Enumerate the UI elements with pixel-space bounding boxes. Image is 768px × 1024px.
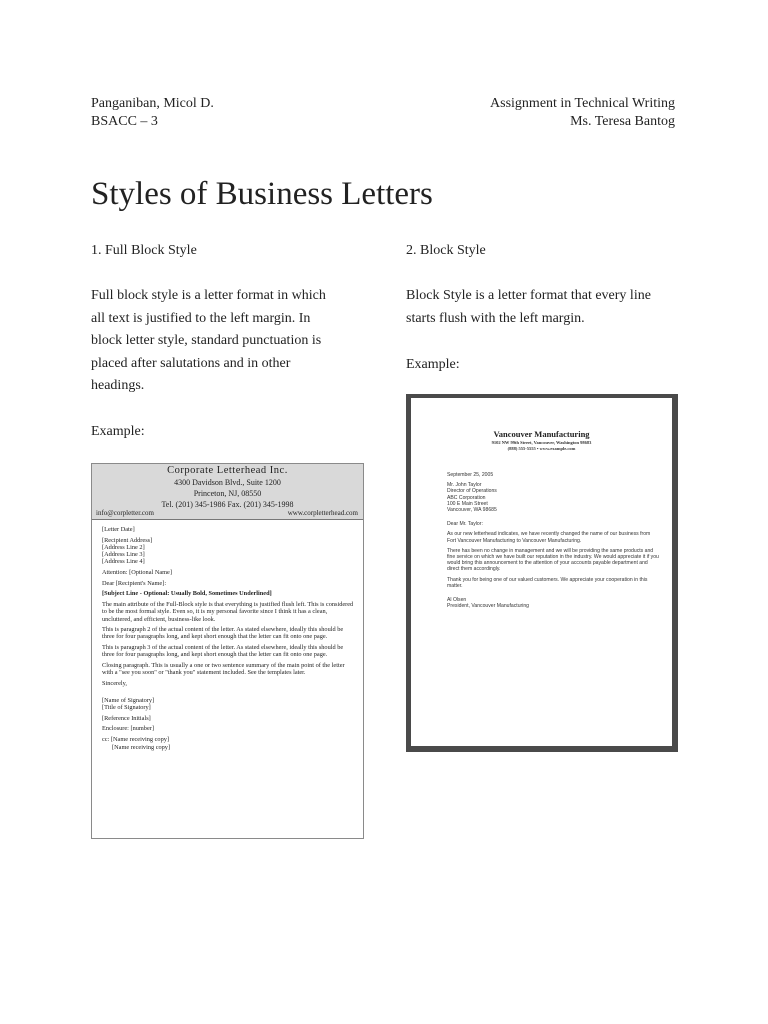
letter-paragraph: The main attribute of the Full-Block style is that everything is justified flush left. This is considered to be the most formal style. Even so, it is my personal favorite since I think it has a clean, uncluttered, and efficient, business-like look. <box>102 601 354 623</box>
letter-paragraph: Thank you for being one of our valued customers. We appreciate your cooperation in this matter. <box>447 576 648 589</box>
assignment-title: Assignment in Technical Writing <box>490 96 675 111</box>
full-block-heading: 1. Full Block Style <box>91 243 197 258</box>
closing: Sincerely, <box>102 679 127 687</box>
letter-date: September 25, 2005 <box>447 472 494 478</box>
letter-paragraph: This is paragraph 3 of the actual content of the letter. As stated elsewhere, ideally this should be three for four paragraphs long, and kept short enough that the letter can fit onto one page. <box>102 644 344 659</box>
letterhead-email: info@corpletter.com <box>96 509 154 517</box>
cc-line: [Name receiving copy] <box>112 744 171 752</box>
recipient-address: [Recipient Address] [Address Line 2] [Address Line 3] [Address Line 4] <box>102 536 153 566</box>
letter-paragraph: There has been no change in management and we will be providing the same products and fine service on which we have built our reputation in the industry. We would appreciate it if you would bring this announcement to the attention of your accounts payable department and direct them accordingly. <box>447 547 659 573</box>
letterhead-address2: Princeton, NJ, 08550 <box>193 489 262 498</box>
author-section: BSACC – 3 <box>91 114 158 129</box>
letter-date: [Letter Date] <box>102 526 135 533</box>
block-sample-letter <box>406 394 678 752</box>
signatory: [Name of Signatory] [Title of Signatory] <box>102 696 155 711</box>
letterhead-address: 9102 NW 99th Street, Vancouver, Washington 98683 (888) 555-5555 • www.example.com <box>491 440 592 451</box>
block-heading: 2. Block Style <box>406 243 486 258</box>
attention-line: Attention: [Optional Name] <box>102 569 172 577</box>
letterhead-address1: 4300 Davidson Blvd., Suite 1200 <box>174 478 281 487</box>
letter-body <box>102 526 357 755</box>
recipient-address: Mr. John Taylor Director of Operations ABC Corporation 100 E Main Street Vancouver, WA 98685 <box>447 482 497 514</box>
letterhead-website: www.corpletterhead.com <box>287 509 358 517</box>
enclosure: Enclosure: [number] <box>102 725 154 733</box>
letterhead-contact <box>92 508 363 519</box>
letter-paragraph: This is paragraph 2 of the actual content of the letter. As stated elsewhere, ideally this should be three for four paragraphs long, and kept short enough that the letter can fit onto one page. <box>102 626 344 641</box>
letter-page <box>411 398 672 746</box>
letterhead-phone: Tel. (201) 345-1986 Fax. (201) 345-1998 <box>161 500 294 509</box>
block-description: Block Style is a letter format that every line starts flush with the left margin. <box>406 288 651 326</box>
signature-title: President, Vancouver Manufacturing <box>447 603 530 610</box>
teacher-name: Ms. Teresa Bantog <box>570 114 675 129</box>
letter-paragraph: Closing paragraph. This is usually a one or two sentence summary of the main point of the letter with a "see you soon" or "thank you" statement included. See the templates later. <box>102 662 345 677</box>
letterhead-company: Vancouver Manufacturing <box>493 429 590 439</box>
salutation: Dear Mr. Taylor: <box>447 521 483 528</box>
letterhead-company: Corporate Letterhead Inc. <box>167 465 288 476</box>
salutation: Dear [Recipient's Name]: <box>102 579 167 587</box>
full-block-example-label: Example: <box>91 424 145 439</box>
full-block-sample-letter <box>91 463 364 839</box>
cc-line: cc: [Name receiving copy] <box>102 735 169 743</box>
page-title: Styles of Business Letters <box>91 176 433 212</box>
letter-body <box>447 472 659 613</box>
author-name: Panganiban, Micol D. <box>91 96 214 111</box>
full-block-description: Full block style is a letter format in which all text is justified to the left margin. In block letter style, standard punctuation is placed after salutations and in other headings. <box>91 288 326 393</box>
subject-line: [Subject Line - Optional: Usually Bold, Sometimes Underlined] <box>102 590 272 598</box>
block-example-label: Example: <box>406 357 460 372</box>
letter-paragraph: As our new letterhead indicates, we have recently changed the name of our business from Fort Vancouver Manufacturing to Vancouver Manufacturing. <box>447 531 651 544</box>
reference-initials: [Reference Initials] <box>102 714 151 722</box>
signature-name: Al Olsen <box>447 597 467 604</box>
